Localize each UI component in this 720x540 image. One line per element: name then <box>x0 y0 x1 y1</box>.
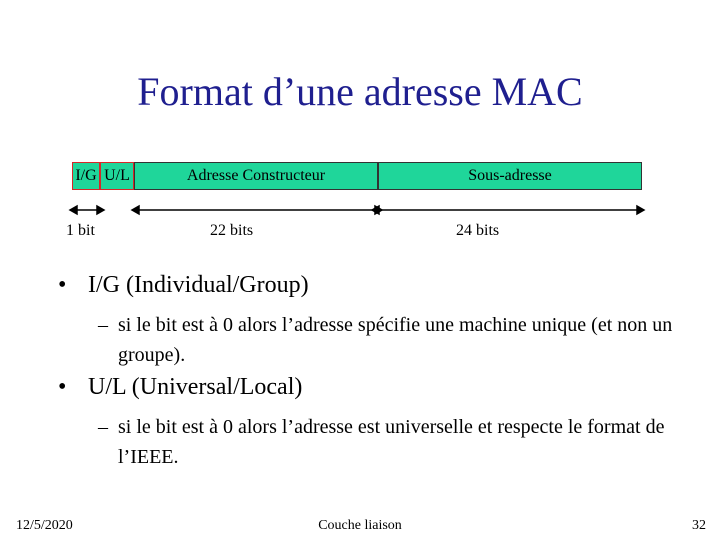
footer-center: Couche liaison <box>318 518 402 533</box>
bullet-text: I/G (Individual/Group) <box>88 272 309 298</box>
sub-address-field: Sous-adresse <box>378 162 642 190</box>
footer-page-number: 32 <box>692 518 706 533</box>
bullet-marker: • <box>58 272 67 298</box>
slide-title: Format d’une adresse MAC <box>137 69 583 114</box>
bullet-text: U/L (Universal/Local) <box>88 374 303 400</box>
footer-date: 12/5/2020 <box>16 518 73 533</box>
constructor-field: Adresse Constructeur <box>134 162 378 190</box>
measure-label-22bits: 22 bits <box>210 222 254 239</box>
arrow-24bits <box>372 206 644 214</box>
ul-field: U/L <box>100 162 134 190</box>
sub-bullet-text: si le bit est à 0 alors l’adresse est universelle et respecte le format de l’IEEE. <box>118 416 665 468</box>
measure-label-1bit: 1 bit <box>66 222 95 239</box>
bullet-ig <box>58 272 309 299</box>
arrow-22bits <box>132 206 382 214</box>
arrow-1bit <box>70 206 104 214</box>
sub-bullet-text: si le bit est à 0 alors l’adresse spécifie une machine unique (et non un groupe). <box>118 314 673 366</box>
ig-field: I/G <box>72 162 100 190</box>
bullet-ul <box>58 374 302 401</box>
measure-label-24bits: 24 bits <box>456 222 500 239</box>
dash-marker: – <box>98 314 108 336</box>
dash-marker: – <box>98 416 108 438</box>
bullet-marker: • <box>58 374 67 400</box>
